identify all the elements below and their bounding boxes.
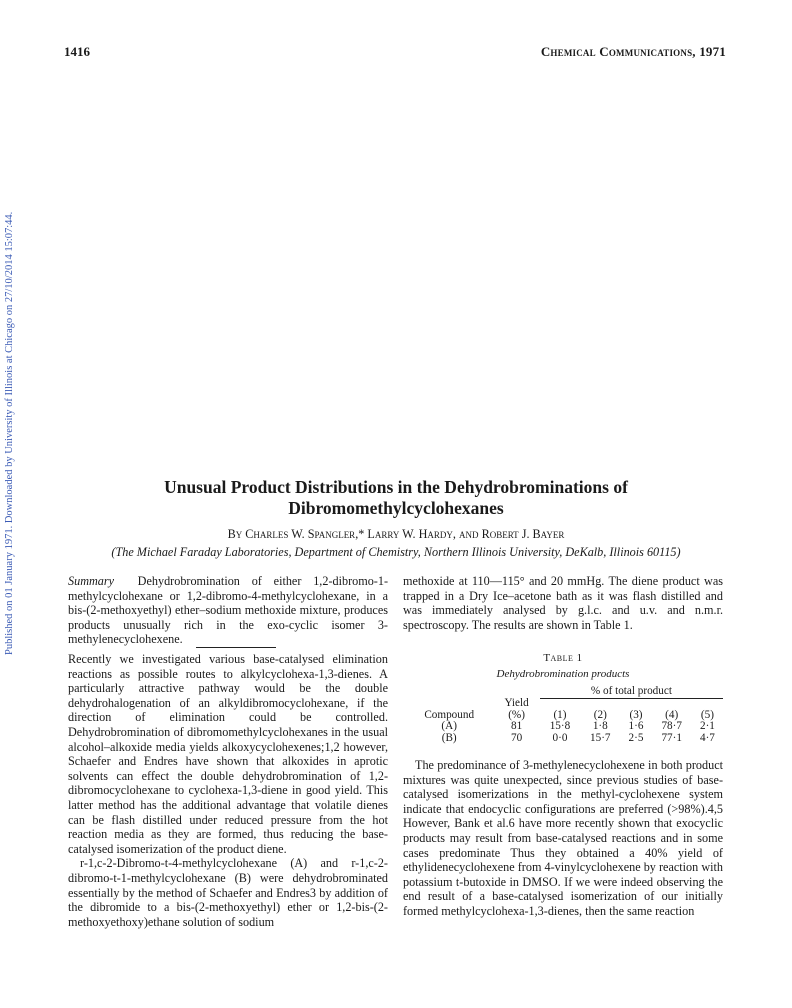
table-cell: 77·1 — [661, 731, 682, 744]
table-row — [405, 733, 723, 745]
table-cell: 81 — [510, 720, 523, 733]
table-cell: 15·7 — [590, 731, 611, 744]
table-cell: 1·6 — [628, 720, 644, 733]
table-cell: 1·8 — [592, 720, 608, 733]
table-header-col: (3) — [629, 708, 643, 721]
table-cell: (B) — [441, 731, 457, 744]
table-header-col: (1) — [553, 708, 567, 721]
byline: By Charles W. Spangler,* Larry W. Hardy, and Robert J. Bayer — [227, 527, 565, 541]
article-title — [60, 477, 732, 519]
table-cell: 0·0 — [552, 731, 568, 744]
right-column-top — [403, 574, 723, 632]
table-cell: 2·1 — [699, 720, 715, 733]
table-header-yield: Yield — [504, 697, 529, 710]
table-cell: 78·7 — [661, 720, 682, 733]
summary-label: Summary — [68, 574, 115, 588]
table-header-compound: Compound — [424, 708, 475, 721]
table-label: Table 1 — [543, 652, 583, 664]
summary-text: Dehydrobromination of either 1,2-dibromo-1-methylcyclohexane or 1,2-dibromo-4-methylcyclohexane, in a bis-(2-methoxyethyl) ether–sodium methoxide mixture, produces products unusually rich in the exo-cyclic isomer 3-methylenecyclohexene. — [68, 574, 389, 647]
left-column — [68, 652, 388, 929]
table-caption: Dehydrobromination products — [496, 668, 630, 680]
affiliation: (The Michael Faraday Laboratories, Department of Chemistry, Northern Illinois University, DeKalb, Illinois 60115) — [111, 545, 681, 559]
summary — [68, 574, 388, 647]
table-header-col: (4) — [665, 708, 679, 721]
table-header-yield-unit: (%) — [508, 708, 525, 721]
title-line-2: Dibromomethylcyclohexanes — [288, 498, 504, 518]
table-header-col: (5) — [700, 708, 714, 721]
publication-note-text: Published on 01 January 1971. Downloaded by University of Illinois at Chicago on 27/10/2014 15:07:44. — [4, 211, 15, 655]
table-cell: 2·5 — [628, 731, 644, 744]
table-cell: (A) — [441, 720, 457, 733]
page-number: 1416 — [64, 44, 90, 59]
publication-note — [2, 150, 16, 655]
table-group-header: % of total product — [540, 686, 723, 698]
table-cell: 4·7 — [699, 731, 715, 744]
table-cell: 70 — [510, 731, 523, 744]
journal-name: Chemical Communications, 1971 — [540, 44, 726, 59]
paragraph-intro: Recently we investigated various base-catalysed elimination reactions as possible routes to alkylcyclohexa-1,3-dienes. A particularly attractive pathway would be the double dehydrohalogenation of an alkyldibromocyclohexane, if the direction of elimination could be controlled. Dehydrobromination of dibromomethylcyclohexanes in the usual alcohol–alkoxide media yields alkoxycyclohexenes;1,2 however, Schaefer and Endres have shown that alkoxides in aprotic solvents can effect the double dehydrobromination of 1,2-dibromocyclohexane to cyclohexa-1,3-diene in good yield. This latter method has the additional advantage that volatile dienes can be flash distilled under reduced pressure from the hot reaction media as they are formed, thus reducing the base-catalysed isomerization of the product diene. — [68, 652, 388, 856]
table-cell: 15·8 — [549, 720, 571, 733]
title-line-1: Unusual Product Distributions in the Dehydrobrominations of — [164, 477, 628, 497]
table-header-col: (2) — [593, 708, 607, 721]
paragraph-conditions: methoxide at 110—115° and 20 mmHg. The diene product was trapped in a Dry Ice–acetone bath as it was flash distilled and was immediately analysed by g.l.c. and u.v. and n.m.r. spectroscopy. The results are shown in Table 1. — [403, 574, 723, 632]
paragraph-method: r-1,c-2-Dibromo-t-4-methylcyclohexane (A) and r-1,c-2-dibromo-t-1-methylcyclohexane (B) were dehydrobrominated essentially by the method of Schaefer and Endres3 by addition of the dibromide to a bis-(2-methoxyethyl) ether or 1,2-bis-(2-methoxyethoxy)ethane solution of sodium — [68, 856, 388, 929]
results-table — [405, 686, 723, 744]
paragraph-discussion: The predominance of 3-methylenecyclohexene in both product mixtures was quite unexpected, since previous studies of base-catalysed isomerizations in the methyl-cyclohexene system indicate that endocyclic configurations are preferred (>98%).4,5 However, Bank et al.6 have more recently shown that exocyclic products may result from base-catalysed reactions and in some cases predominate Thus they obtained a 40% yield of ethylidenecyclohexene from 4-vinylcyclohexene by reaction with potassium t-butoxide in DMSO. If we were indeed observing the end result of a base-catalysed isomerization of our initially formed methylcyclohexa-1,3-dienes, then the same reaction — [403, 758, 723, 918]
right-column-bottom — [403, 758, 723, 919]
summary-divider — [196, 647, 276, 648]
